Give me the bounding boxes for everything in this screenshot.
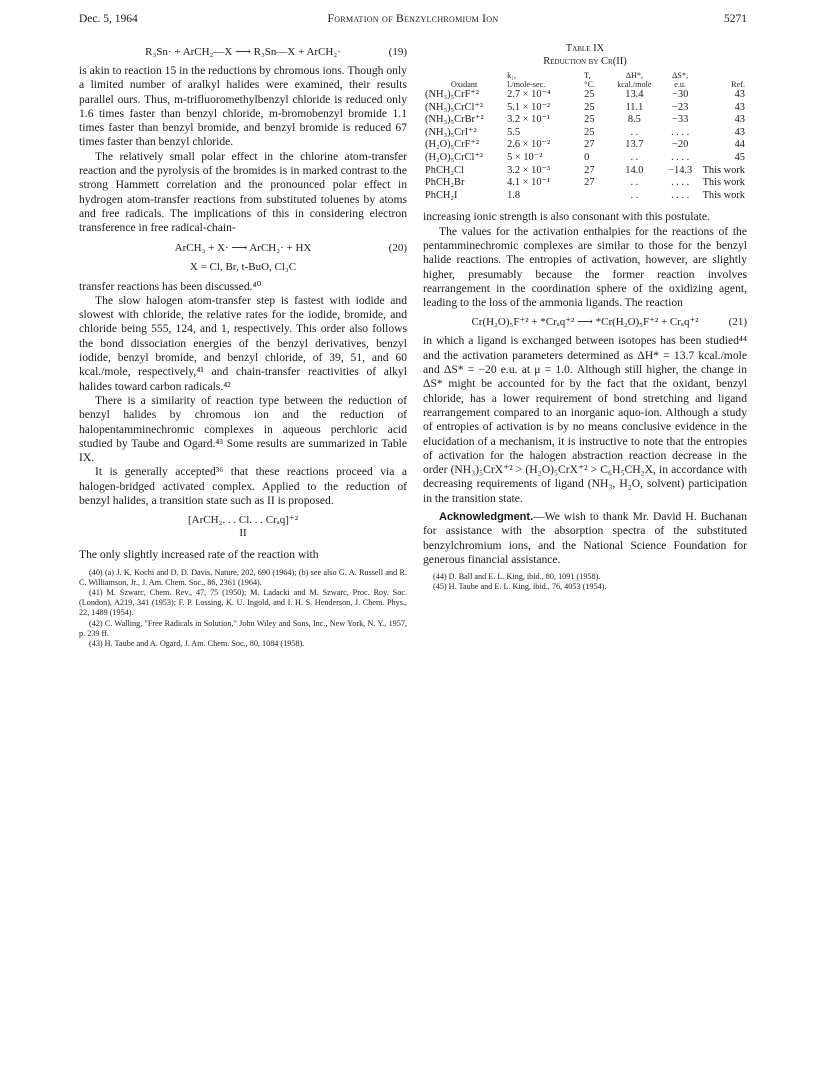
header-k-top: k₁, [507,71,517,80]
footnote-44: (44) D. Ball and E. L. King, ibid., 80, 1091 (1958). [433,572,601,582]
header-h-unit: kcal./mole [617,80,652,89]
equation-19 [79,45,407,59]
table-cell-reference: 43 [734,126,745,138]
acknowledgment-heading: Acknowledgment. [439,510,534,523]
transition-state-formula: [ArCH₂. . . Cl. . . Crₐq]⁺² [187,514,299,527]
table-cell-enthalpy: . . [630,126,639,138]
table-cell-entropy: −23 [672,101,689,113]
table-header-row-bottom [423,80,747,89]
table-cell-reference: This work [702,177,745,189]
table-cell-temperature: 25 [584,101,595,113]
table-cell-rate: 2.6 × 10⁻² [507,139,551,151]
table-row [423,89,747,102]
paragraph: increasing ionic strength is also consonant with this postulate. [423,210,710,224]
equation-20-definition: X = Cl, Br, t-BuO, Cl₃C [189,260,297,273]
equation-20 [79,241,407,255]
table-cell-rate: 5.1 × 10⁻² [507,101,551,113]
table-cell-rate: 5 × 10⁻² [507,151,543,163]
header-s-top: ΔS*, [672,71,689,80]
table-cell-oxidant: PhCH₂Cl [425,164,464,176]
header-k-unit: l./mole-sec. [507,80,546,89]
table-cell-oxidant: (NH₃)₅CrBr⁺² [425,114,484,126]
table-cell-temperature: 25 [584,126,595,138]
paragraph: The values for the activation enthalpies for the reactions of the pentamminechromic complexes are similar to those for the benzyl halide reactions. The entropies of activation, however, are slightly higher, presumably because the former reaction involves rearrangement in the coordination sphere of the oxidizing agent, leading to the loss of the ammonia ligands. The reaction [423,224,747,310]
table-cell-enthalpy: . . [630,151,639,163]
table-cell-entropy: −20 [672,139,689,151]
header-s-unit: e.u. [674,80,687,89]
table-row [423,102,747,115]
paragraph: There is a similarity of reaction type between the reduction of benzyl halides by chromous ion and the reduction of halopentamminechromic complexes in aqueous perchloric acid studied by Taube and Ogard.⁴³ Some results are summarized in Table IX. [79,393,407,465]
left-column [79,40,407,649]
table-cell-reference: This work [702,189,745,201]
header-h-top: ΔH*, [625,71,644,80]
equation-21-body: Cr(H₂O)₅F⁺² + *Crₐq⁺² ⟶ *Cr(H₂O)₅F⁺² + Crₐq⁺² [471,316,699,329]
header-oxidant: Oxidant [450,80,478,89]
table-subcaption: Reduction by Cr(II) [543,56,627,67]
table-cell-reference: 43 [734,114,745,126]
table-row [423,139,747,152]
table-cell-oxidant: (NH₃)₅CrI⁺² [425,126,477,138]
equation-20-body: ArCH₃ + X· ⟶ ArCH₂· + HX [174,241,312,254]
equation-21 [423,315,747,329]
table-cell-temperature [582,190,609,203]
table-body [423,89,747,202]
issue-date: Dec. 5, 1964 [79,13,138,25]
table-row [423,190,747,203]
equation-19-body: R₃Sn· + ArCH₂—X ⟶ R₃Sn—X + ArCH₂· [145,46,341,58]
table-cell-oxidant: PhCH₂I [425,189,458,201]
equation-21-number: (21) [728,316,747,329]
transition-state-II [79,514,407,540]
rate-table [423,71,747,202]
paragraph: The only slightly increased rate of the reaction with [79,548,319,562]
table-cell-entropy: −14.3 [668,164,693,176]
paragraph: It is generally accepted³⁶ that these reactions proceed via a halogen-bridged activated complex. Applied to the reduction of benzyl halides, a transition state such as II is proposed. [79,465,407,508]
running-head [79,11,747,27]
footnotes-left [79,568,407,650]
transition-state-label: II [239,527,247,540]
page-number: 5271 [724,13,747,25]
header-t-top: T, [584,71,591,80]
table-cell-rate: 4.1 × 10⁻¹ [507,177,551,189]
footnote-41: (41) M. Szwarc, Chem. Rev., 47, 75 (1950); M. Ladacki and M. Szwarc, Proc. Roy. Soc. (London), A219, 341 (1953); F. P. Lossing, K. U. Ingold, and I. H. S. Henderson, J. Chem. Phys., 22, 1489 (1954). [79,588,407,618]
table-header-row-top [423,71,747,80]
table-cell-enthalpy: 13.4 [625,89,644,100]
table-cell-reference: This work [702,164,745,176]
footnote-42: (42) C. Walling, "Free Radicals in Solution," John Wiley and Sons, Inc., New York, N. Y., 1957, p. 239 ff. [79,618,407,638]
table-cell-oxidant: (H₂O)₅CrCl⁺² [425,151,483,163]
table-cell-entropy: . . . . [671,151,690,163]
table-cell-rate: 3.2 × 10⁻³ [507,164,551,176]
table-cell-rate: 3.2 × 10⁻¹ [507,114,551,126]
table-cell-enthalpy: 13.7 [625,139,644,151]
table-cell-entropy: . . . . [671,189,690,201]
table-cell-reference: 45 [734,151,745,163]
table-cell-enthalpy: 8.5 [627,114,641,126]
table-cell-enthalpy: . . [630,177,639,189]
footnotes-right [423,572,747,592]
table-cell-reference: 43 [734,89,745,100]
header-ref: Ref. [731,80,745,89]
paragraph: is akin to reaction 15 in the reductions by chromous ions. Though only a limited number of aralkyl halides were examined, their results parallel ours. Thus, m-trifluoromethylbenzyl chloride is reduced only 1.6 times faster than benzyl chloride, m-bromobenzyl bromide 1.1 times faster than benzyl bromide, and benzyl bromide is reduced 67 times faster than benzyl chloride. [79,64,407,149]
paragraph: in which a ligand is exchanged between isotopes has been studied⁴⁴ and the activation parameters determined as ΔH* = 13.7 kcal./mole and ΔS* = −20 e.u. at μ = 1.0. Although still higher, the change in ΔS* might be accounted for by the fact that the oxidant, benzyl chloride, has a lower requirement of bond stretching and ligand rearrangement compared to an inorganic aquo-ion. Although a study of entropies of activation is by no means conclusive evidence in the elucidation of a mechanism, it is instructive to note that the entropies of activation for the halogen abstraction reaction decrease in the order (NH₃)₅CrX⁺² > (H₂O)₅CrX⁺² > C₆H₅CH₂X, in accordance with decreasing requirements of ligand (NH₃, H₂O, solvent) participation in the transition state. [423,334,747,505]
table-cell-entropy: . . . . [671,126,690,138]
paragraph: The slow halogen atom-transfer step is fastest with iodide and slowest with chloride, the relative rates for the iodide, bromide, and chloride being 555, 124, and 1, respectively. This order also follows the bond dissociation energies of the benzyl derivatives, benzyl iodide, benzyl bromide, and benzyl chloride, of 39, 51, and 60 kcal./mole, respectively,⁴¹ and chain-transfer reactivities of alkyl halides toward carbon radicals.⁴² [79,293,407,393]
table-row [423,177,747,190]
table-cell-rate: 5.5 [507,126,521,138]
table-cell-oxidant: (NH₃)₅CrF⁺² [425,89,479,100]
table-cell-entropy: −33 [672,114,689,126]
table-cell-temperature: 25 [584,114,595,126]
table-cell-rate: 1.8 [507,189,521,201]
table-cell-temperature: 0 [584,151,590,163]
table-row [423,127,747,140]
table-cell-temperature: 27 [584,177,595,189]
table-cell-enthalpy: 14.0 [625,164,644,176]
table-cell-temperature: 27 [584,139,595,151]
table-caption: Table IX [565,43,605,54]
table-row [423,114,747,127]
table-cell-reference: 44 [734,139,745,151]
footnote-40: (40) (a) J. K. Kochi and D. D. Davis, Nature, 202, 690 (1964); (b) see also G. A. Russell and R. C. Williamson, Jr., J. Am. Chem. Soc., 86, 2361 (1964). [79,567,407,587]
table-row [423,152,747,165]
table-cell-enthalpy: 11.1 [625,101,644,113]
header-t-unit: °C. [584,80,595,89]
footnote-43: (43) H. Taube and A. Ogard, J. Am. Chem. Soc., 80, 1084 (1958). [89,639,305,649]
equation-19-number: (19) [388,46,407,58]
table-cell-oxidant: (NH₃)₅CrCl⁺² [425,101,483,113]
article-title: Formation of Benzylchromium Ion [327,13,499,25]
paragraph: The relatively small polar effect in the chlorine atom-transfer reaction and the pyrolysis of the bromides is in marked contrast to the strong Hammett correlation and the pronounced polar effect in hydrogen atom-transfer reactions from substituted toluenes by atoms and free radicals. The implications of this in considering electron transference in free radical-chain- [79,149,407,235]
table-cell-temperature: 27 [584,164,595,176]
table-cell-enthalpy: . . [630,189,639,201]
equation-20-number: (20) [388,241,407,254]
table-cell-temperature: 25 [584,89,595,100]
acknowledgment-body: —We wish to thank Mr. David H. Buchanan for assistance with the absorption spectra of the substituted benzylchromium ions, and the National Science Foundation for generous financial assistance. [423,509,747,566]
paragraph: transfer reactions has been discussed.⁴⁰ [79,279,262,293]
footnote-45: (45) H. Taube and E. L. King, ibid., 76, 4053 (1954). [433,582,607,592]
table-cell-oxidant: PhCH₂Br [425,177,465,189]
table-row [423,165,747,178]
table-cell-reference: 43 [734,101,745,113]
right-column [423,40,747,593]
table-cell-oxidant: (H₂O)₅CrF⁺² [425,139,479,151]
acknowledgment [423,510,747,567]
table-cell-entropy: . . . . [671,177,690,189]
table-cell-entropy: −30 [672,89,689,100]
table-cell-rate: 2.7 × 10⁻⁴ [507,89,551,100]
